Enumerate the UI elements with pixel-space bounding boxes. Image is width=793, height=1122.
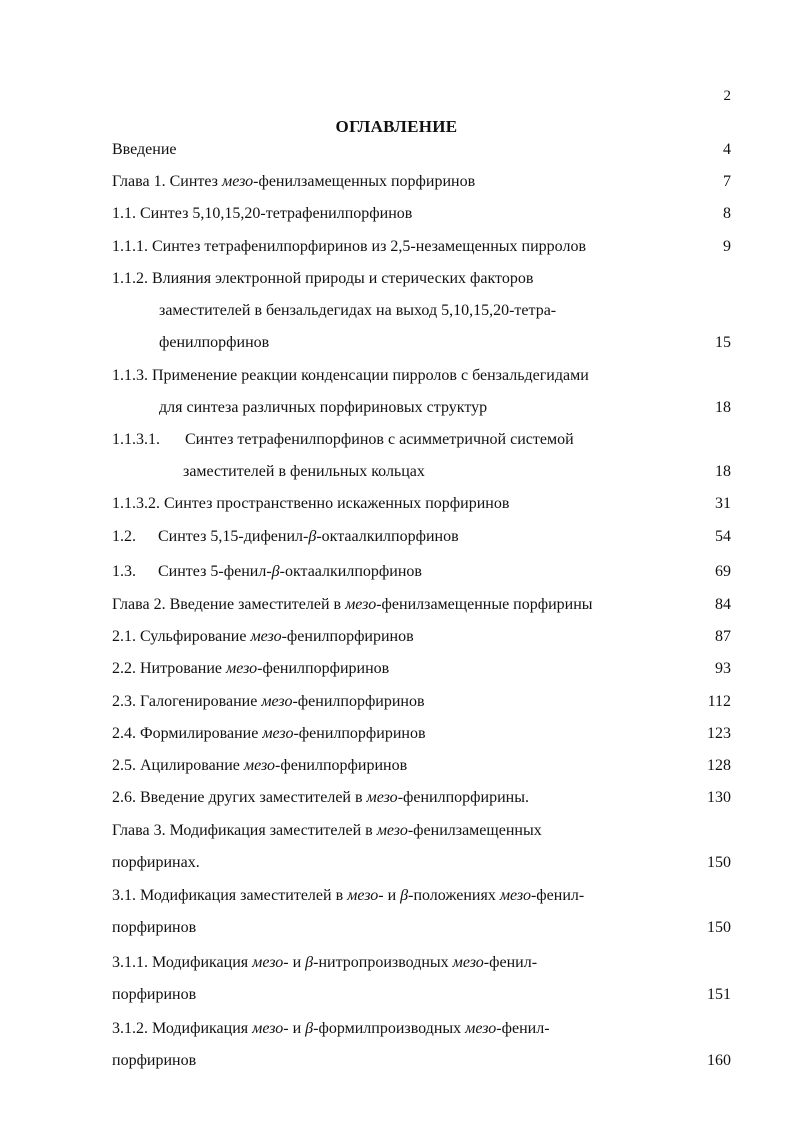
entry-text: 2.2. Нитрование xyxy=(112,660,226,677)
entry-text: 1.1.3.2. Синтез пространственно искаженных порфиринов xyxy=(112,495,510,512)
entry-page: 18 xyxy=(715,399,731,416)
entry-text: Введение xyxy=(112,141,177,158)
entry-text: -фенилпорфиринов xyxy=(293,725,426,742)
entry-italic: мезо xyxy=(252,954,284,971)
entry-page: 4 xyxy=(723,141,731,158)
entry-text: - и xyxy=(283,954,306,971)
entry-italic: мезо xyxy=(225,660,258,677)
page-number: 2 xyxy=(723,88,731,104)
entry-text: -фенилпорфиринов xyxy=(281,628,414,645)
toc-entry xyxy=(159,298,556,324)
entry-page: 128 xyxy=(707,757,731,774)
entry-text: 1.1. Синтез 5,10,15,20-тетрафенилпорфинов xyxy=(112,205,413,222)
entry-italic: мезо xyxy=(243,757,276,774)
toc-entry xyxy=(112,689,425,715)
toc-entry xyxy=(112,266,533,292)
entry-text: порфиринов xyxy=(112,986,197,1003)
toc-entry xyxy=(159,330,269,356)
entry-italic: мезо xyxy=(252,1020,284,1037)
entry-text: Глава 2. Введение заместителей в xyxy=(112,596,346,613)
entry-text: порфиринах. xyxy=(112,854,200,871)
entry-text: 1.1.2. Влияния электронной природы и стерических факторов xyxy=(112,270,534,287)
entry-text: Синтез 5,15-дифенил- xyxy=(158,528,309,545)
toc-entry xyxy=(112,169,475,195)
entry-page: 9 xyxy=(723,238,731,255)
entry-italic: β xyxy=(305,954,314,971)
entry-italic: мезо xyxy=(376,822,408,839)
entry-text: 2.6. Введение других заместителей в xyxy=(112,789,367,806)
entry-italic: мезо xyxy=(221,173,254,190)
entry-number: 1.2. xyxy=(112,528,136,545)
entry-page: 160 xyxy=(707,1052,731,1069)
entry-page: 8 xyxy=(723,205,731,222)
entry-text: 2.4. Формилирование xyxy=(112,725,263,742)
toc-entry xyxy=(112,785,529,811)
entry-number: 1.3. xyxy=(112,563,136,580)
entry-text: -фенилпорфиринов xyxy=(257,660,390,677)
toc-entry xyxy=(112,1016,550,1042)
entry-page: 18 xyxy=(715,463,731,480)
entry-text: Синтез тетрафенилпорфинов с асимметричной системой xyxy=(185,431,574,448)
entry-text: -октаалкилпорфинов xyxy=(279,563,422,580)
toc-entry xyxy=(112,201,412,227)
entry-italic: мезо xyxy=(452,954,484,971)
entry-page: 15 xyxy=(715,334,731,351)
entry-page: 112 xyxy=(707,693,731,710)
toc-entry xyxy=(112,982,196,1008)
toc-entry xyxy=(112,524,459,550)
toc-entry xyxy=(112,753,407,779)
toc-entry xyxy=(112,915,196,941)
entry-text: -нитропроизводных xyxy=(313,954,453,971)
entry-text: -октаалкилпорфинов xyxy=(316,528,459,545)
entry-italic: β xyxy=(308,528,317,545)
entry-italic: мезо xyxy=(345,596,377,613)
entry-text: 2.3. Галогенирование xyxy=(112,693,262,710)
entry-text: 1.1.1. Синтез тетрафенилпорфиринов из 2,5-незамещенных пирролов xyxy=(112,238,587,255)
toc-entry xyxy=(112,624,414,650)
toc-entry xyxy=(112,818,542,844)
entry-text: порфиринов xyxy=(112,1052,197,1069)
entry-text: заместителей в бензальдегидах на выход 5,10,15,20-тетра- xyxy=(159,302,557,319)
entry-text: 1.1.3. Применение реакции конденсации пирролов с бензальдегидами xyxy=(112,367,589,384)
entry-page: 54 xyxy=(715,528,731,545)
entry-text: - и xyxy=(378,887,401,904)
toc-entry xyxy=(112,1048,196,1074)
entry-page: 31 xyxy=(715,495,731,512)
entry-italic: мезо xyxy=(465,1020,497,1037)
entry-italic: мезо xyxy=(250,628,282,645)
toc-entry xyxy=(112,721,426,747)
toc-entry xyxy=(112,950,537,976)
toc-entry xyxy=(112,656,389,682)
toc-entry xyxy=(159,395,487,421)
entry-text: -фенилзамещенных порфиринов xyxy=(253,173,476,190)
toc-entry xyxy=(112,559,422,585)
entry-text: -фенилпорфиринов xyxy=(292,693,425,710)
entry-text: Глава 1. Синтез xyxy=(112,173,222,190)
entry-italic: мезо xyxy=(261,693,293,710)
entry-italic: мезо xyxy=(347,887,379,904)
entry-page: 7 xyxy=(723,173,731,190)
entry-text: -формилпроизводных xyxy=(313,1020,466,1037)
entry-text: 3.1.1. Модификация xyxy=(112,954,253,971)
entry-text: 2.1. Сульфирование xyxy=(112,628,251,645)
toc-title: ОГЛАВЛЕНИЕ xyxy=(335,117,458,136)
entry-page: 151 xyxy=(707,986,731,1003)
entry-italic: β xyxy=(271,563,280,580)
entry-text: - и xyxy=(283,1020,306,1037)
toc-entry xyxy=(112,363,589,389)
entry-page: 69 xyxy=(715,563,731,580)
entry-italic: мезо xyxy=(499,887,531,904)
toc-entry xyxy=(112,883,584,909)
entry-text: -фенилзамещенных xyxy=(407,822,542,839)
toc-entry xyxy=(112,491,509,517)
entry-text: 3.1.2. Модификация xyxy=(112,1020,253,1037)
entry-text: -фенил- xyxy=(496,1020,550,1037)
entry-page: 123 xyxy=(707,725,731,742)
entry-text: -положениях xyxy=(408,887,500,904)
entry-italic: β xyxy=(400,887,409,904)
toc-entry xyxy=(112,850,200,876)
entry-text: -фенилпорфирины. xyxy=(397,789,529,806)
entry-text: фенилпорфинов xyxy=(159,334,270,351)
entry-italic: мезо xyxy=(262,725,294,742)
entry-text: -фенил- xyxy=(483,954,538,971)
entry-text: Синтез 5-фенил- xyxy=(158,563,272,580)
entry-text: для синтеза различных порфириновых структур xyxy=(159,399,488,416)
entry-italic: мезо xyxy=(366,789,398,806)
toc-entry xyxy=(112,234,586,260)
entry-text: порфиринов xyxy=(112,919,197,936)
entry-page: 150 xyxy=(707,919,731,936)
entry-text: -фенилзамещенные порфирины xyxy=(376,596,593,613)
entry-page: 87 xyxy=(715,628,731,645)
entry-text: -фенил- xyxy=(530,887,585,904)
entry-page: 84 xyxy=(715,596,731,613)
entry-page: 150 xyxy=(707,854,731,871)
entry-number: 1.1.3.1. xyxy=(112,431,160,448)
entry-text: Глава 3. Модификация заместителей в xyxy=(112,822,377,839)
entry-text: -фенилпорфиринов xyxy=(275,757,408,774)
entry-page: 130 xyxy=(707,789,731,806)
entry-text: 3.1. Модификация заместителей в xyxy=(112,887,348,904)
toc-entry xyxy=(112,137,731,163)
entry-italic: β xyxy=(305,1020,314,1037)
entry-text: 2.5. Ацилирование xyxy=(112,757,244,774)
entry-page: 93 xyxy=(715,660,731,677)
toc-entry xyxy=(112,592,593,618)
toc-entry xyxy=(112,427,574,453)
entry-text: заместителей в фенильных кольцах xyxy=(183,463,425,480)
toc-entry xyxy=(183,459,425,485)
